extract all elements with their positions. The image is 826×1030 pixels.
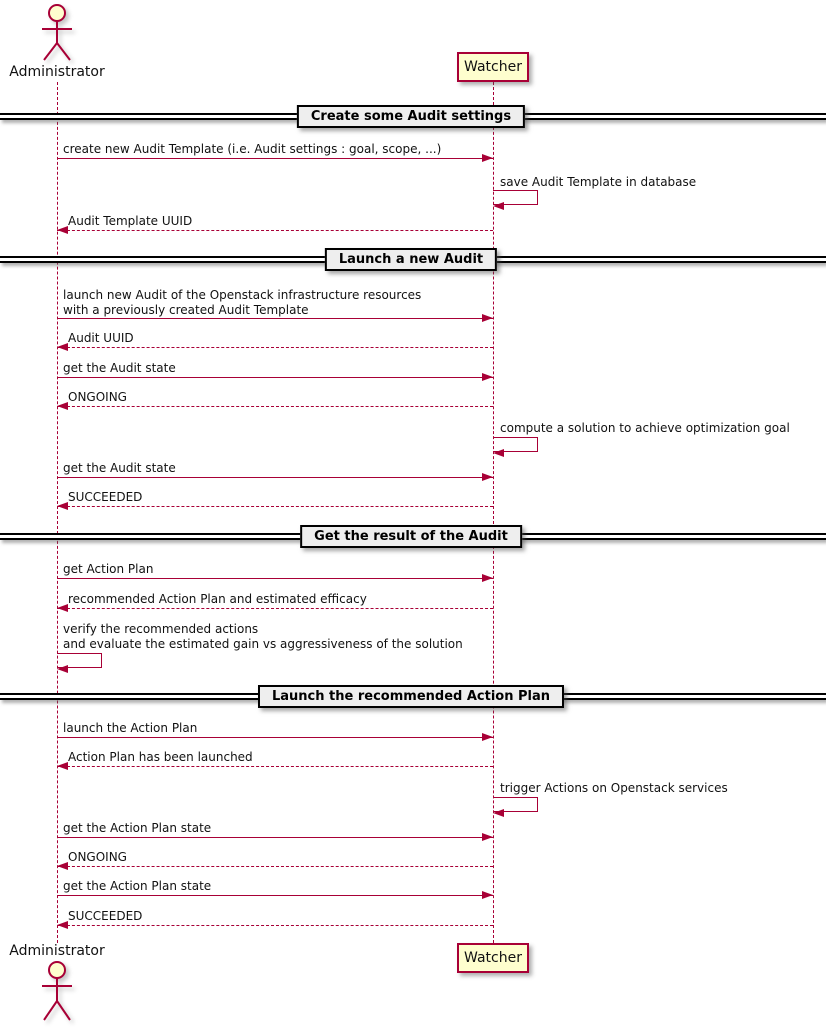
participant-watcher-bottom: Watcher [457,943,529,973]
message-text: ONGOING [68,390,127,404]
message-text: Audit Template UUID [68,214,193,228]
return-arrow [57,608,493,609]
message-arrow [57,318,493,319]
divider-launch-action-plan: Launch the recommended Action Plan [258,685,564,708]
divider-get-audit-result: Get the result of the Audit [300,525,522,548]
message-arrow [57,578,493,579]
return-arrow [57,925,493,926]
self-message-loop [493,190,538,205]
message-text: and evaluate the estimated gain vs aggressiveness of the solution [63,637,463,651]
administrator-label-bottom: Administrator [9,943,105,959]
message-text: create new Audit Template (i.e. Audit settings : goal, scope, ...) [63,142,442,156]
message-text: launch the Action Plan [63,721,198,735]
message-text: get the Audit state [63,361,176,375]
administrator-label-top: Administrator [9,64,105,80]
message-text: Action Plan has been launched [68,750,253,764]
message-text: verify the recommended actions [63,622,259,636]
message-text: save Audit Template in database [500,175,697,189]
message-text: SUCCEEDED [68,909,143,923]
administrator-actor-icon [25,958,89,1026]
return-arrow [57,347,493,348]
message-text: get Action Plan [63,562,154,576]
return-arrow [57,230,493,231]
message-text: ONGOING [68,850,127,864]
return-arrow [57,766,493,767]
participant-watcher-top: Watcher [457,52,529,82]
message-text: trigger Actions on Openstack services [500,781,728,795]
message-text: compute a solution to achieve optimization goal [500,421,790,435]
message-text: launch new Audit of the Openstack infrastructure resources [63,288,422,302]
message-text: get the Action Plan state [63,821,212,835]
return-arrow [57,866,493,867]
divider-launch-new-audit: Launch a new Audit [325,248,497,271]
self-message-loop [493,797,538,812]
message-text: get the Action Plan state [63,879,212,893]
message-arrow [57,837,493,838]
message-arrow [57,737,493,738]
message-arrow [57,377,493,378]
return-arrow [57,506,493,507]
divider-create-audit-settings: Create some Audit settings [297,105,525,128]
message-arrow [57,477,493,478]
message-text: get the Audit state [63,461,176,475]
message-text: with a previously created Audit Template [63,303,309,317]
self-message-loop [57,653,102,668]
return-arrow [57,406,493,407]
message-text: recommended Action Plan and estimated efficacy [68,592,367,606]
administrator-actor-icon [25,2,89,64]
message-text: Audit UUID [68,331,134,345]
message-arrow [57,158,493,159]
message-text: SUCCEEDED [68,490,143,504]
self-message-loop [493,437,538,452]
lifeline-administrator [57,82,58,943]
message-arrow [57,895,493,896]
